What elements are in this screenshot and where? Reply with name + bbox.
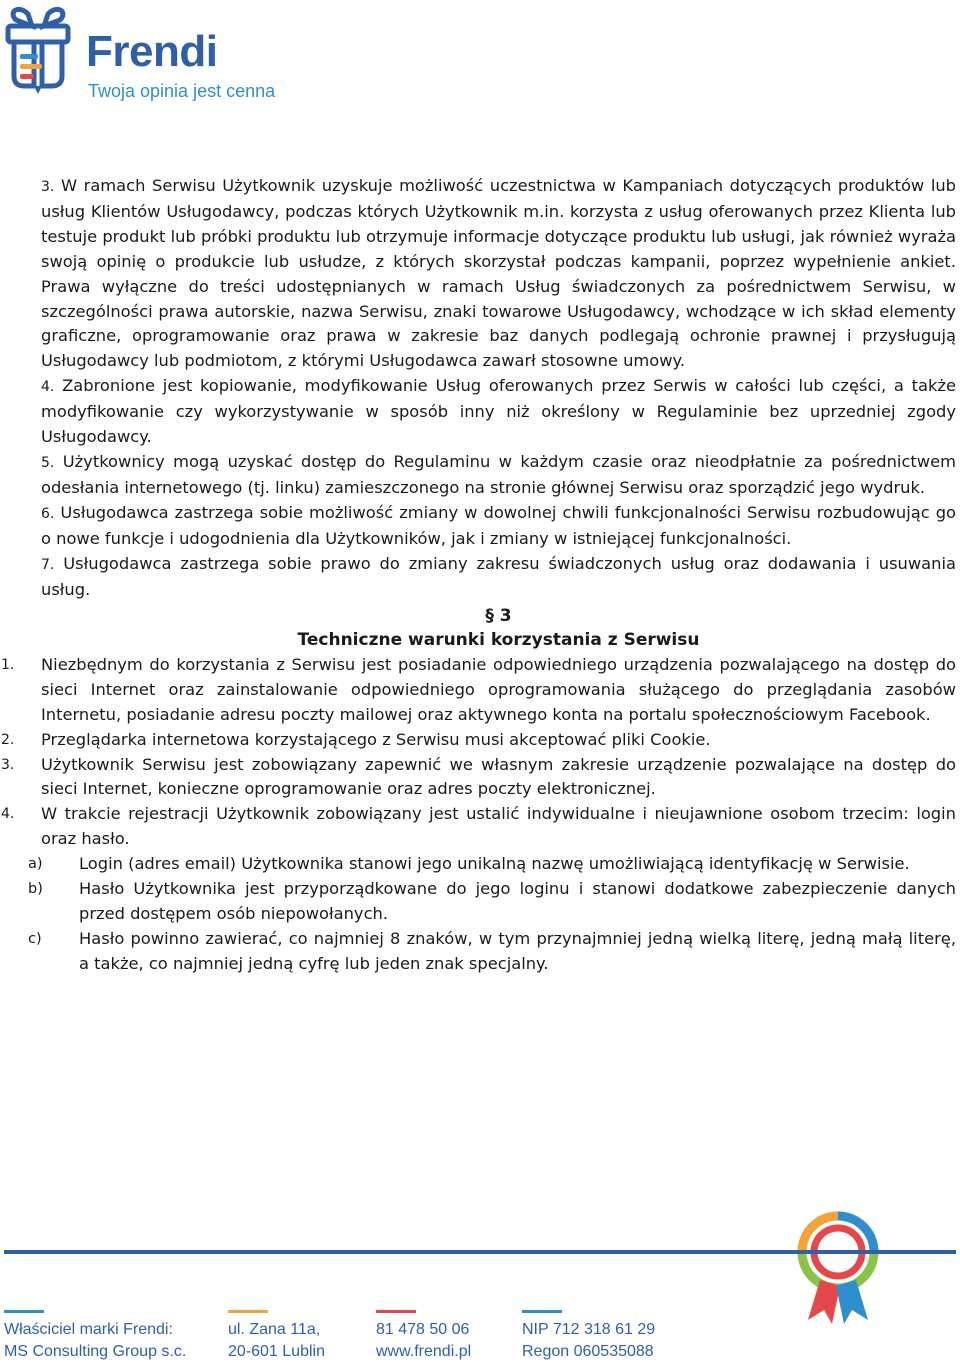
paragraph-item: 3. W ramach Serwisu Użytkownik uzyskuje możliwość uczestnictwa w Kampaniach dotyczących produktów lub usług Klientów Usługodawcy, podczas których Użytkownik m.in. korzysta z usług oferowanych przez Klienta lub testuje produkt lub próbki produktu lub otrzymuje informacje dotyczące produktu lub usługi, jak również wyraża swoją opinię o produkcie lub usłudze, z których skorzystał podczas kampanii, poprzez wypełnienie ankiet. Prawa wyłączne do treści udostępnianych w ramach Usług świadczonych za pośrednictwem Serwisu, w szczególności prawa autorskie, nazwa Serwisu, znaki towarowe Usługodawcy, wchodzące w ich skład elementy graficzne, oprogramowanie oraz prawa w zakresie baz danych podlegają ochronie prawnej i przysługują Usługodawcy lub podmiotom, z którymi Usługodawca zawarł stosowne umowy. [41,176,956,371]
footer-website-link[interactable]: www.frendi.pl [376,1343,472,1360]
sub-list-item: c) Hasło powinno zawierać, co najmniej 8 znaków, w tym przynajmniej jedną wielką literę, jedną małą literę, a także, co najmniej jedną cyfrę lub jeden znak specjalny. [28,928,956,973]
gift-icon [4,4,76,94]
brand-tagline: Twoja opinia jest cenna [88,81,276,101]
footer-divider [4,1250,956,1254]
footer-nip: NIP 712 318 61 29 [522,1321,656,1338]
section-sign: § 3 [485,606,512,627]
paragraph-item: 4. Zabronione jest kopiowanie, modyfikowanie Usług oferowanych przez Serwis w całości lub części, a także modyfikowanie czy wykorzystywanie w sposób inny niż określony w Regulaminie bez uprzedniej zgody Usługodawcy. [41,376,956,447]
sub-list-item: a) Login (adres email) Użytkownika stanowi jego unikalną nazwę umożliwiającą identyfikację w Serwisie. [28,854,910,874]
footer-street: ul. Zana 11a, [228,1321,321,1338]
footer-address [228,1310,325,1363]
list-item: 4. W trakcie rejestracji Użytkownik zobowiązany jest ustalić indywidualne i nieujawnione osobom trzecim: login oraz hasło. [1,804,956,849]
paragraph-item: 5. Użytkownicy mogą uzyskać dostęp do Regulaminu w każdym czasie oraz nieodpłatnie za pośrednictwem odesłania internetowego (tj. linku) zamieszczonego na stronie głównej Serwisu oraz sporządzić jego wydruk. [41,451,956,497]
footer-accent-bar [228,1310,268,1313]
footer-regon: Regon 060535088 [522,1343,654,1360]
footer-accent-bar [522,1310,562,1313]
footer-owner-label: Właściciel marki Frendi: [4,1321,173,1338]
frendi-logo [4,4,294,104]
footer-phone: 81 478 50 06 [376,1321,470,1338]
section-title: Techniczne warunki korzystania z Serwisu [297,630,700,651]
footer-city: 20-601 Lublin [228,1343,325,1360]
footer-owner-name: MS Consulting Group s.c. [4,1343,187,1360]
list-item: 2. Przeglądarka internetowa korzystającego z Serwisu musi akceptować pliki Cookie. [1,729,711,749]
list-item: 3. Użytkownik Serwisu jest zobowiązany zapewnić we własnym zakresie urządzenie pozwalające na dostęp do sieci Internet, konieczne oprogramowanie oraz adres poczty elektronicznej. [1,754,956,799]
document-body [1,174,957,977]
section3-list [1,653,956,977]
footer-owner [4,1310,186,1363]
footer-accent-bar [376,1310,416,1313]
brand-name: Frendi [86,27,218,76]
list-item: 1. Niezbędnym do korzystania z Serwisu jest posiadanie odpowiedniego urządzenia pozwalającego na dostęp do sieci Internet oraz zainstalowanie odpowiedniego oprogramowania służącego do przeglądania zasobów Internetu, posiadanie adresu poczty mailowej oraz aktywnego konta na portalu społecznościowym Facebook. [1,654,956,724]
award-ribbon-icon [780,1208,896,1324]
paragraph-item: 7. Usługodawca zastrzega sobie prawo do zmiany zakresu świadczonych usług oraz dodawania i usuwania usług. [41,553,956,599]
sub-list-item: b) Hasło Użytkownika jest przyporządkowane do jego loginu i stanowi dodatkowe zabezpieczenie danych przed dostępem osób niepowołanych. [28,879,956,923]
footer-contact [376,1310,471,1363]
section2-continued [41,174,956,602]
footer-accent-bar [4,1310,44,1313]
footer-registration [522,1310,655,1363]
paragraph-item: 6. Usługodawca zastrzega sobie możliwość zmiany w dowolnej chwili funkcjonalności Serwisu rozbudowując go o nowe funkcje i udogodnienia dla Użytkowników, jak i zmiany w istniejącej funkcjonalności. [41,502,957,548]
